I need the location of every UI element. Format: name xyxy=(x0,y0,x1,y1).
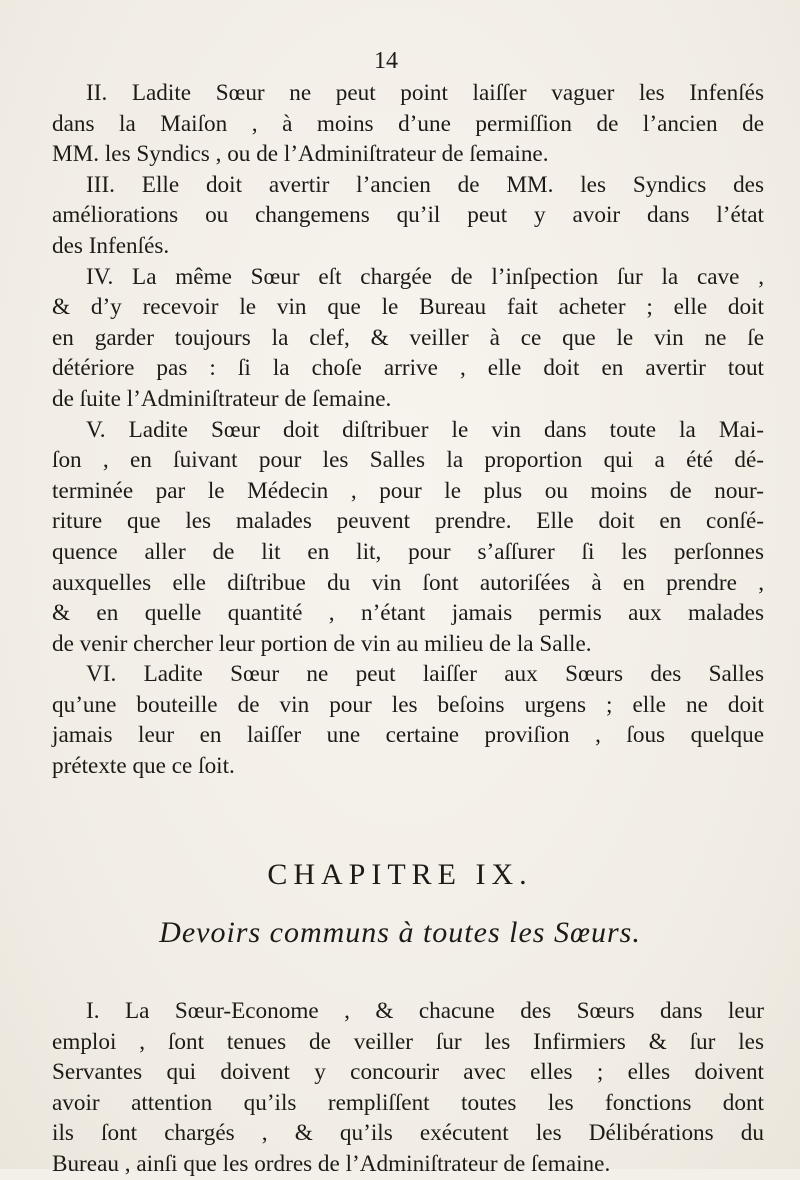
text-line: IV. La même Sœur eſt chargée de l’inſpection ſur la cave , xyxy=(86,263,764,290)
paragraph xyxy=(52,78,764,170)
text-line: I. La Sœur-Econome , & chacune des Sœurs dans leur xyxy=(86,998,764,1024)
text-line: de ſuite l’Adminiſtrateur de ſemaine. xyxy=(52,385,392,412)
text-line: ſon , en ſuivant pour les Salles la proportion qui a été dé- xyxy=(52,447,764,474)
page-number: 14 xyxy=(374,48,398,74)
text-line: Servantes qui doivent y concourir avec elles ; elles doivent xyxy=(52,1059,764,1086)
text-line: en garder toujours la clef, & veiller à ce que le vin ne ſe xyxy=(52,324,764,351)
text-line: & en quelle quantité , n’étant jamais permis aux malades xyxy=(52,600,764,627)
paragraph xyxy=(52,996,764,1180)
text-line: détériore pas : ſi la choſe arrive , elle doit en avertir tout xyxy=(52,355,764,382)
text-line: qu’une bouteille de vin pour les beſoins urgens ; elle ne doit xyxy=(52,691,764,718)
text-line: des Infenſés. xyxy=(52,232,170,259)
text-line: III. Elle doit avertir l’ancien de MM. les Syndics des xyxy=(86,171,764,198)
text-line: riture que les malades peuvent prendre. Elle doit en conſé- xyxy=(52,508,764,535)
text-line: emploi , ſont tenues de veiller ſur les Infirmiers & ſur les xyxy=(52,1028,764,1055)
text-line: avoir attention qu’ils rempliſſent toutes les fonctions dont xyxy=(52,1089,764,1116)
text-line: Bureau , ainſi que les ordres de l’Adminiſtrateur de ſemaine. xyxy=(52,1150,611,1177)
chapter-heading: CHAPITRE IX. xyxy=(267,858,533,891)
text-line: MM. les Syndics , ou de l’Adminiſtrateur de ſemaine. xyxy=(52,141,549,168)
text-line: & d’y recevoir le vin que le Bureau fait acheter ; elle doit xyxy=(52,294,764,321)
text-line: jamais leur en laiſſer une certaine proviſion , ſous quelque xyxy=(52,722,764,749)
text-line: quence aller de lit en lit, pour s’aſſurer ſi les perſonnes xyxy=(52,538,764,565)
text-line: dans la Maiſon , à moins d’une permiſſion de l’ancien de xyxy=(52,110,764,137)
text-line: VI. Ladite Sœur ne peut laiſſer aux Sœurs des Salles xyxy=(86,661,764,688)
text-line: ils ſont chargés , & qu’ils exécutent les Délibérations du xyxy=(52,1120,764,1147)
text-line: améliorations ou changemens qu’il peut y avoir dans l’état xyxy=(52,202,764,229)
chapter-subtitle: Devoirs communs à toutes les Sœurs. xyxy=(159,916,641,949)
paragraph xyxy=(52,170,764,262)
text-line: auxquelles elle diſtribue du vin ſont autoriſées à en prendre , xyxy=(52,569,764,596)
text-line: prétexte que ce ſoit. xyxy=(52,753,235,780)
text-line: terminée par le Médecin , pour le plus ou moins de nour- xyxy=(52,477,764,504)
text-line: de venir chercher leur portion de vin au milieu de la Salle. xyxy=(52,630,592,657)
text-line: II. Ladite Sœur ne peut point laiſſer vaguer les Infenſés xyxy=(86,80,764,106)
paragraph xyxy=(52,262,764,415)
paragraph xyxy=(52,415,764,660)
body-text-bottom xyxy=(52,996,764,1180)
body-text-top xyxy=(52,78,764,782)
paragraph xyxy=(52,659,764,781)
text-line: V. Ladite Sœur doit diſtribuer le vin dans toute la Mai- xyxy=(86,416,764,443)
